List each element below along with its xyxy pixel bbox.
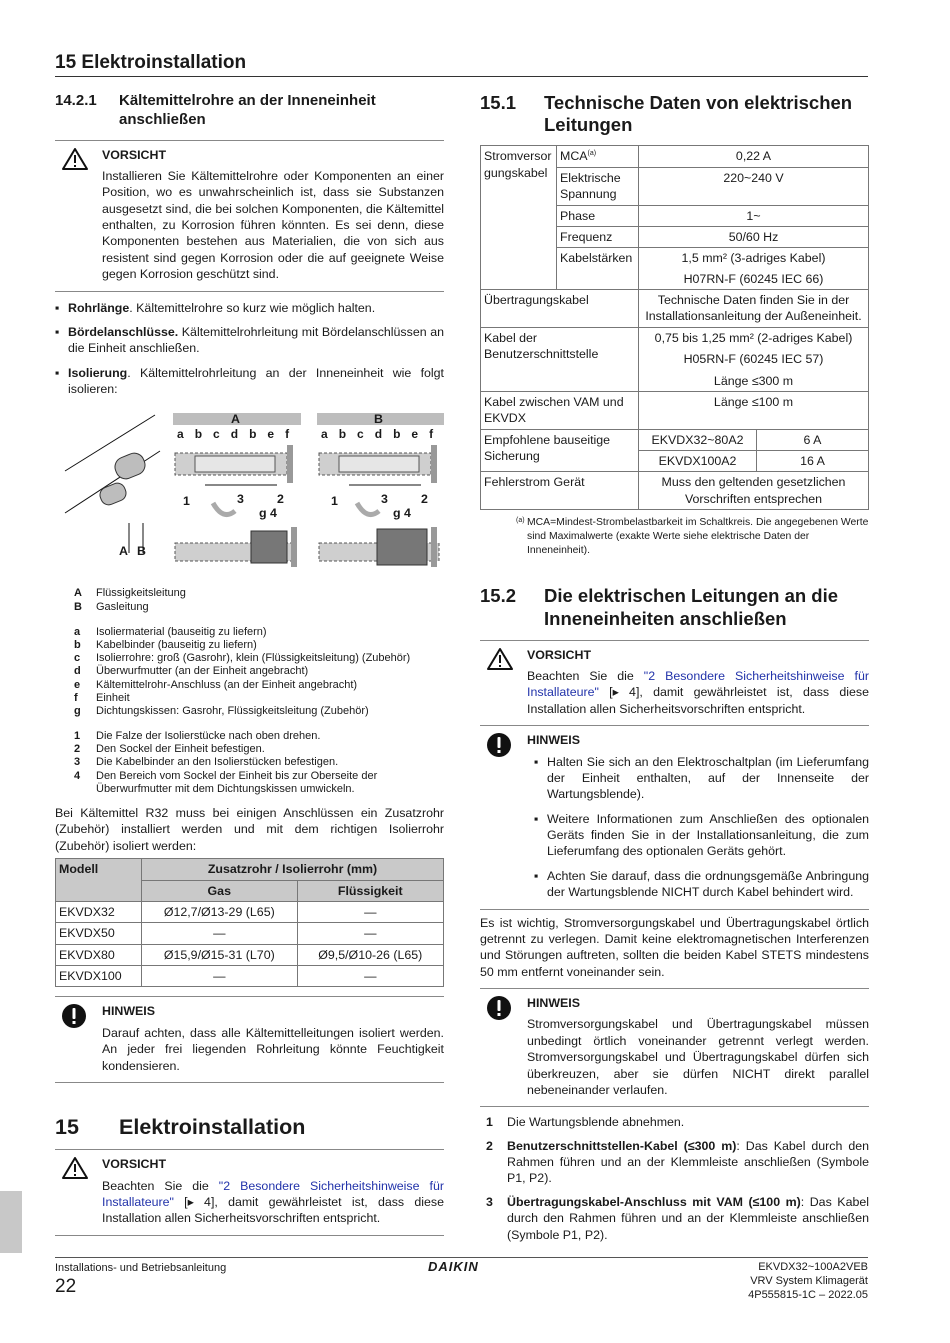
exclamation-circle-icon [480, 995, 527, 1098]
figure-legend [55, 587, 444, 796]
hint-bullet: ▪ Achten Sie darauf, dass die ordnungsgemäße Anbringung der Wartungsblende NICHT durch Kabel behindert wird. [534, 868, 869, 900]
bullet-item: ▪ Bördelanschlüsse. Kältemittelrohrleitung mit Bördelanschlüssen an die Einheit anschließen. [55, 324, 444, 356]
divider [480, 909, 869, 910]
legend-item: d Überwurfmutter (an der Einheit angebracht) [74, 665, 309, 678]
legend-item: b Kabelbinder (bauseitig zu liefern) [74, 638, 257, 651]
caution-body: Beachten Sie die "2 Besondere Sicherheitshinweise für Installateure" [▸ 4], damit gewährleistet ist, dass diese Installation allen Sicherheitsvorschriften entspricht. [102, 1178, 444, 1226]
legend-item: c Isolierrohre: groß (Gasrohr), klein (Flüssigkeitsleitung) (Zubehör) [74, 652, 411, 665]
table-row: EKVDX100A2 16 A [481, 451, 869, 472]
footer-doc-title: Installations- und Betriebsanleitung [55, 1262, 227, 1274]
table-row: EKVDX100 — — [56, 966, 444, 987]
legend-item: A Flüssigkeitsleitung [74, 587, 186, 600]
divider [55, 1235, 444, 1236]
table-row: Phase 1~ [481, 205, 869, 226]
caution-body: Beachten Sie die "2 Besondere Sicherheitshinweise für Installateure" [▸ 4], damit gewährleistet ist, dass diese Installation allen Sicherheitsvorschriften entspricht. [527, 669, 869, 716]
table-row: Kabel der Benutzerschnittstelle 0,75 bis 1,25 mm² (2-adriges Kabel) H05RN-F (60245 IEC 57) Länge ≤300 m [481, 327, 869, 391]
hint-title: HINWEIS [527, 733, 581, 748]
table-row: EKVDX80 Ø15,9/Ø15-31 (L70) Ø9,5/Ø10-26 (L65) [56, 944, 444, 965]
hint-body: Stromversorgungskabel und Übertragungskabel müssen unbedingt örtlich voneinander getrennt verlegt werden. Stromversorgungskabel und Übertragungskabel dürfen sich überkreuzen, aber sie dürfen NICHT direkt parallel nebeneinander verlaufen. [527, 1017, 869, 1097]
step-item: 2 Benutzerschnittstellen-Kabel (≤300 m): Das Kabel durch den Rahmen führen und an der Klemmleiste anschließen (Symbole P1, P2). [486, 1138, 870, 1186]
caution-title: VORSICHT [527, 647, 592, 662]
figure-g4: g 4 [259, 506, 277, 521]
table-header: Modell [56, 859, 142, 902]
figure-num-3b: 3 [381, 492, 388, 507]
caution-notice [480, 641, 869, 726]
side-tab [0, 1191, 22, 1253]
figure-num-2b: 2 [421, 492, 428, 507]
table-row: Frequenz 50/60 Hz [481, 226, 869, 247]
caution-notice [55, 1150, 444, 1235]
legend-item: 4 Den Bereich vom Sockel der Einheit bis zur Oberseite der Überwurfmutter mit dem Dichtungskissen umwickeln. [74, 769, 378, 795]
table-row: Kabelstärken 1,5 mm² (3-adriges Kabel) [481, 248, 869, 269]
warning-triangle-icon [55, 147, 102, 283]
divider [55, 1082, 444, 1083]
legend-item: 2 Den Sockel der Einheit befestigen. [74, 743, 265, 756]
daikin-logo: DAIKIN [428, 1259, 479, 1274]
table-row: H07RN-F (60245 IEC 66) [481, 269, 869, 290]
caution-title: VORSICHT [102, 147, 167, 162]
legend-item: 3 Die Kabelbinder an den Isolierstücken befestigen. [74, 756, 339, 769]
legend-item: 1 Die Falze der Isolierstücke nach oben drehen. [74, 730, 321, 743]
right-column [480, 92, 869, 1243]
hint-notice [480, 726, 869, 908]
footer-model-info: EKVDX32~100A2VEB VRV System Klimagerät 4P555815-1C – 2022.05 [748, 1261, 868, 1301]
table-row: Übertragungskabel Technische Daten finden Sie in der Installationsanleitung der Außeneinheit. [481, 290, 869, 328]
warning-triangle-icon [480, 647, 527, 718]
r32-pipe-table [55, 858, 444, 987]
r32-paragraph: Bei Kältemittel R32 muss bei einigen Anschlüssen ein Zusatzrohr (Zubehör) installiert werden und mit dem richtigen Isolierrohr (Zubehör) isoliert werden: [55, 806, 444, 853]
step-item: 1 Die Wartungsblende abnehmen. [486, 1115, 685, 1130]
section-heading-15-1: 15.1 Technische Daten von elektrischen Leitungen [480, 92, 853, 136]
panel-b-letters: a b c d b e f [321, 427, 434, 442]
safety-link[interactable]: "2 Besondere Sicherheitshinweise für Installateure" [102, 1178, 444, 1209]
table-header: Flüssigkeit [297, 880, 443, 901]
left-column [55, 92, 444, 1236]
section-heading-15-2: 15.2 Die elektrischen Leitungen an die Inneneinheiten anschließen [480, 585, 839, 629]
chapter-heading-15: 15 Elektroinstallation [55, 1114, 306, 1139]
legend-item: g Dichtungskissen: Gasrohr, Flüssigkeitsleitung (Zubehör) [74, 704, 369, 717]
table-row: Stromversorgungskabel MCA$^{(a)}$ 0,22 A [481, 146, 869, 167]
step-item: 3 Übertragungskabel-Anschluss mit VAM (≤100 m): Das Kabel durch den Rahmen führen und an der Klemmleiste anschließen (Symbole P1, P2). [486, 1194, 869, 1242]
insulation-figure [55, 403, 444, 581]
panel-a-label: A [231, 412, 240, 427]
hint-title: HINWEIS [102, 1004, 156, 1019]
table-header: Zusatzrohr / Isolierrohr (mm) [142, 859, 444, 880]
caution-notice [55, 141, 444, 291]
table-footnote: (a) MCA=Mindest-Strombelastbarkeit im Schaltkreis. Die angegebenen Werte sind Maximalwerte (exakte Werte siehe elektrische Daten der Inneneinheit). [516, 517, 869, 556]
header-rule [55, 76, 868, 77]
legend-item: a Isoliermaterial (bauseitig zu liefern) [74, 625, 267, 638]
hint-bullet: ▪ Halten Sie sich an den Elektroschaltplan (im Lieferumfang der Einheit enthalten, auf der Innenseite der Wartungsblende). [534, 754, 869, 802]
figure-num-1: 1 [183, 494, 190, 509]
divider [480, 1106, 869, 1107]
panel-a-letters: a b c d b e f [177, 427, 290, 442]
electrical-spec-table [480, 145, 869, 510]
hint-notice [55, 997, 444, 1082]
table-row: EKVDX50 — — [56, 923, 444, 944]
legend-item: f Einheit [74, 691, 130, 704]
bullet-item: ▪ Isolierung. Kältemittelrohrleitung an der Inneneinheit wie folgt isolieren: [55, 365, 444, 396]
legend-item: e Kältemittelrohr-Anschluss (an der Einheit angebracht) [74, 678, 358, 691]
table-row: Kabel zwischen VAM und EKVDX Länge ≤100 m [481, 391, 869, 429]
panel-b-label: B [374, 412, 383, 427]
safety-link[interactable]: "2 Besondere Sicherheitshinweise für Installateure" [527, 669, 869, 700]
figure-num-3: 3 [237, 492, 244, 507]
page-number: 22 [55, 1276, 77, 1297]
caution-body: Installieren Sie Kältemittelrohre oder Komponenten an einer Position, wo es unwahrscheinlich ist, dass sie Substanzen ausgesetzt sind, die bei solchen Komponenten, die Kältemittel enthalten, zu Korrosion führen könnten. Es sei denn, diese Komponenten bestehen aus Materialien, die von sich aus resistent sind gegen Korrosion oder die auf geeignete Weise gegen Korrosion geschützt sind. [102, 168, 444, 282]
bullet-item: ▪ Rohrlänge. Kältemittelrohre so kurz wie möglich halten. [55, 300, 376, 315]
table-row: Fehlerstrom Gerät Muss den geltenden gesetzlichen Vorschriften entsprechen [481, 472, 869, 510]
pipe-b-label: B [137, 544, 146, 559]
legend-item: B Gasleitung [74, 600, 149, 613]
table-row: Elektrische Spannung 220~240 V [481, 167, 869, 205]
pipe-a-label: A [119, 544, 128, 559]
hint-notice [480, 989, 869, 1106]
figure-num-1b: 1 [331, 494, 338, 509]
figure-g4b: g 4 [393, 506, 411, 521]
hint-bullet: ▪ Weitere Informationen zum Anschließen des optionalen Geräts finden Sie in der Installationsanleitung, die zum Lieferumfang des optionalen Geräts gehört. [534, 811, 869, 859]
table-row: Empfohlene bauseitige Sicherung EKVDX32~80A2 6 A [481, 429, 869, 450]
hint-title: HINWEIS [527, 996, 581, 1011]
table-row: EKVDX32 Ø12,7/Ø13-29 (L65) — [56, 901, 444, 922]
hint-body: Darauf achten, dass alle Kältemittelleitungen isoliert werden. An jeder frei liegenden Rohrleitung könnte Feuchtigkeit kondensieren. [102, 1025, 444, 1073]
divider [55, 291, 444, 292]
table-header: Gas [142, 880, 298, 901]
exclamation-circle-icon [55, 1003, 102, 1074]
page-header-title: 15 Elektroinstallation [55, 52, 247, 73]
figure-num-2: 2 [277, 492, 284, 507]
section-heading-14-2-1: 14.2.1 Kältemittelrohre an der Inneneinheit anschließen [55, 92, 376, 128]
exclamation-circle-icon [480, 732, 527, 900]
warning-triangle-icon [55, 1156, 102, 1227]
caution-title: VORSICHT [102, 1157, 167, 1172]
separation-paragraph: Es ist wichtig, Stromversorgungskabel und Übertragungskabel örtlich getrennt zu verlegen. Damit keine elektromagnetischen Interferenzen und Störungen auftreten, sollten die beiden Kabel STETS mindestens 50 mm entfernt voneinander sein. [480, 915, 869, 979]
